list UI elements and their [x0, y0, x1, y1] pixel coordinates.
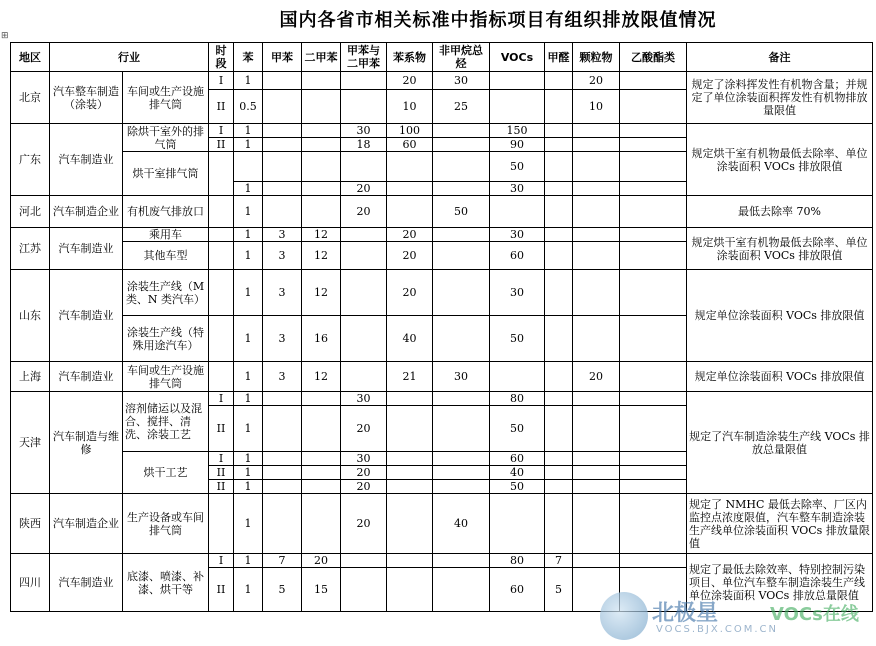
- subindustry-cell: 溶剂储运以及混合、搅拌、清洗、涂装工艺: [123, 392, 209, 452]
- industry-cell: 汽车整车制造（涂装）: [50, 72, 123, 124]
- region-cell: 天津: [11, 392, 50, 494]
- region-cell: 上海: [11, 362, 50, 392]
- header-region: 地区: [11, 43, 50, 72]
- particulate-cell: [573, 392, 620, 406]
- benzene-series-cell: 20: [387, 242, 433, 270]
- benzene-cell: 1: [234, 316, 263, 362]
- benzene-series-cell: [387, 452, 433, 466]
- toluene-cell: [263, 406, 302, 452]
- xylene-cell: 20: [302, 554, 341, 568]
- header-vocs: VOCs: [490, 43, 545, 72]
- formaldehyde-cell: [545, 124, 573, 138]
- toluene-cell: [263, 152, 302, 182]
- industry-cell: 汽车制造与维修: [50, 392, 123, 494]
- industry-cell: 汽车制造企业: [50, 196, 123, 228]
- particulate-cell: [573, 182, 620, 196]
- note-cell: 规定烘干室有机物最低去除率、单位涂装面积 VOCs 排放限值: [687, 124, 873, 196]
- region-cell: 山东: [11, 270, 50, 362]
- table-row: [11, 124, 873, 138]
- header-xylene: 二甲苯: [302, 43, 341, 72]
- watermark-logo-icon: [600, 592, 648, 640]
- benzene-cell: [234, 152, 263, 182]
- nmhc-cell: [433, 124, 490, 138]
- table-row: [11, 228, 873, 242]
- note-cell: 规定了最低去除效率、特别控制污染项目、单位汽车整车制造涂装生产线单位涂装面积 VOCs 排放总量限值: [687, 554, 873, 612]
- acetate-cell: [620, 270, 687, 316]
- xylene-cell: [302, 466, 341, 480]
- acetate-cell: [620, 452, 687, 466]
- benzene-cell: 1: [234, 138, 263, 152]
- toluene-xylene-cell: 30: [341, 124, 387, 138]
- period-cell: [209, 494, 234, 554]
- subindustry-cell: 涂装生产线（M 类、N 类汽车）: [123, 270, 209, 316]
- nmhc-cell: [433, 138, 490, 152]
- toluene-xylene-cell: 20: [341, 182, 387, 196]
- toluene-cell: 3: [263, 316, 302, 362]
- header-nmhc: 非甲烷总烃: [433, 43, 490, 72]
- vocs-cell: 80: [490, 554, 545, 568]
- header-period: 时段: [209, 43, 234, 72]
- xylene-cell: [302, 452, 341, 466]
- vocs-cell: 30: [490, 228, 545, 242]
- xylene-cell: [302, 494, 341, 554]
- benzene-cell: 1: [234, 568, 263, 612]
- toluene-xylene-cell: 20: [341, 406, 387, 452]
- nmhc-cell: [433, 568, 490, 612]
- benzene-cell: 1: [234, 494, 263, 554]
- nmhc-cell: 25: [433, 90, 490, 124]
- benzene-cell: 1: [234, 196, 263, 228]
- period-cell: I: [209, 72, 234, 90]
- particulate-cell: [573, 554, 620, 568]
- subindustry-cell: 除烘干室外的排气筒: [123, 124, 209, 152]
- nmhc-cell: 40: [433, 494, 490, 554]
- header-benzene-series: 苯系物: [387, 43, 433, 72]
- acetate-cell: [620, 196, 687, 228]
- vocs-cell: [490, 494, 545, 554]
- toluene-cell: [263, 72, 302, 90]
- toluene-xylene-cell: 30: [341, 452, 387, 466]
- benzene-cell: 1: [234, 72, 263, 90]
- vocs-cell: 40: [490, 466, 545, 480]
- vocs-cell: 30: [490, 270, 545, 316]
- toluene-xylene-cell: 20: [341, 466, 387, 480]
- subindustry-cell: 有机废气排放口: [123, 196, 209, 228]
- xylene-cell: [302, 72, 341, 90]
- toluene-xylene-cell: [341, 316, 387, 362]
- region-cell: 江苏: [11, 228, 50, 270]
- benzene-cell: 1: [234, 452, 263, 466]
- particulate-cell: [573, 494, 620, 554]
- acetate-cell: [620, 392, 687, 406]
- vocs-cell: [490, 72, 545, 90]
- subindustry-cell: 生产设备或车间排气筒: [123, 494, 209, 554]
- particulate-cell: [573, 138, 620, 152]
- particulate-cell: [573, 406, 620, 452]
- acetate-cell: [620, 406, 687, 452]
- benzene-cell: 1: [234, 270, 263, 316]
- nmhc-cell: [433, 228, 490, 242]
- nmhc-cell: [433, 182, 490, 196]
- subindustry-cell: 底漆、喷漆、补漆、烘干等: [123, 554, 209, 612]
- subindustry-cell: 车间或生产设施排气筒: [123, 72, 209, 124]
- particulate-cell: [573, 316, 620, 362]
- xylene-cell: [302, 196, 341, 228]
- formaldehyde-cell: [545, 466, 573, 480]
- nmhc-cell: [433, 452, 490, 466]
- toluene-cell: [263, 392, 302, 406]
- period-cell: I: [209, 392, 234, 406]
- benzene-cell: 1: [234, 124, 263, 138]
- toluene-cell: 3: [263, 270, 302, 316]
- vocs-cell: [490, 90, 545, 124]
- toluene-xylene-cell: [341, 72, 387, 90]
- toluene-xylene-cell: [341, 90, 387, 124]
- toluene-cell: 3: [263, 242, 302, 270]
- subindustry-cell: 烘干工艺: [123, 452, 209, 494]
- formaldehyde-cell: [545, 270, 573, 316]
- formaldehyde-cell: [545, 494, 573, 554]
- particulate-cell: 10: [573, 90, 620, 124]
- xylene-cell: [302, 480, 341, 494]
- benzene-series-cell: 20: [387, 228, 433, 242]
- toluene-cell: [263, 466, 302, 480]
- toluene-xylene-cell: [341, 362, 387, 392]
- formaldehyde-cell: [545, 452, 573, 466]
- benzene-series-cell: [387, 568, 433, 612]
- table-anchor-icon: ⊞: [1, 31, 9, 41]
- header-note: 备注: [687, 43, 873, 72]
- formaldehyde-cell: [545, 242, 573, 270]
- formaldehyde-cell: [545, 182, 573, 196]
- acetate-cell: [620, 480, 687, 494]
- benzene-series-cell: 20: [387, 270, 433, 316]
- region-cell: 广东: [11, 124, 50, 196]
- industry-cell: 汽车制造业: [50, 228, 123, 270]
- benzene-series-cell: 10: [387, 90, 433, 124]
- acetate-cell: [620, 90, 687, 124]
- period-cell: I: [209, 124, 234, 138]
- table-row: [11, 72, 873, 90]
- nmhc-cell: [433, 466, 490, 480]
- table-row: [11, 554, 873, 568]
- nmhc-cell: 50: [433, 196, 490, 228]
- xylene-cell: [302, 138, 341, 152]
- benzene-series-cell: [387, 196, 433, 228]
- acetate-cell: [620, 316, 687, 362]
- benzene-cell: 1: [234, 228, 263, 242]
- formaldehyde-cell: 7: [545, 554, 573, 568]
- benzene-series-cell: 100: [387, 124, 433, 138]
- xylene-cell: 12: [302, 242, 341, 270]
- period-cell: II: [209, 90, 234, 124]
- industry-cell: 汽车制造企业: [50, 494, 123, 554]
- benzene-series-cell: [387, 406, 433, 452]
- benzene-series-cell: [387, 392, 433, 406]
- toluene-cell: [263, 90, 302, 124]
- benzene-cell: 1: [234, 362, 263, 392]
- period-cell: [209, 152, 234, 196]
- watermark: [600, 592, 870, 642]
- vocs-cell: 150: [490, 124, 545, 138]
- period-cell: [209, 316, 234, 362]
- page-title: 国内各省市相关标准中指标项目有组织排放限值情况: [279, 10, 717, 31]
- vocs-cell: 60: [490, 452, 545, 466]
- nmhc-cell: [433, 554, 490, 568]
- nmhc-cell: [433, 242, 490, 270]
- xylene-cell: [302, 124, 341, 138]
- table-row: [11, 494, 873, 554]
- subindustry-cell: 乘用车: [123, 228, 209, 242]
- xylene-cell: [302, 392, 341, 406]
- nmhc-cell: [433, 270, 490, 316]
- formaldehyde-cell: [545, 392, 573, 406]
- header-benzene: 苯: [234, 43, 263, 72]
- particulate-cell: [573, 466, 620, 480]
- toluene-xylene-cell: [341, 152, 387, 182]
- formaldehyde-cell: 5: [545, 568, 573, 612]
- table-row: [11, 362, 873, 392]
- benzene-cell: 1: [234, 182, 263, 196]
- vocs-cell: 50: [490, 406, 545, 452]
- toluene-cell: 5: [263, 568, 302, 612]
- note-cell: 规定了 NMHC 最低去除率、厂区内监控点浓度限值，汽车整车制造涂装生产线单位涂装面积 VOCs 排放量限值: [687, 494, 873, 554]
- period-cell: II: [209, 480, 234, 494]
- benzene-series-cell: 21: [387, 362, 433, 392]
- industry-cell: 汽车制造业: [50, 362, 123, 392]
- period-cell: I: [209, 452, 234, 466]
- note-cell: 规定了涂料挥发性有机物含量；并规定了单位涂装面积挥发性有机物排放量限值: [687, 72, 873, 124]
- formaldehyde-cell: [545, 72, 573, 90]
- acetate-cell: [620, 124, 687, 138]
- period-cell: [209, 270, 234, 316]
- xylene-cell: [302, 182, 341, 196]
- subindustry-cell: 车间或生产设施排气筒: [123, 362, 209, 392]
- formaldehyde-cell: [545, 406, 573, 452]
- subindustry-cell: 其他车型: [123, 242, 209, 270]
- toluene-cell: 3: [263, 228, 302, 242]
- benzene-cell: 1: [234, 406, 263, 452]
- vocs-cell: 50: [490, 152, 545, 182]
- toluene-xylene-cell: [341, 568, 387, 612]
- region-cell: 河北: [11, 196, 50, 228]
- vocs-cell: [490, 196, 545, 228]
- period-cell: II: [209, 138, 234, 152]
- vocs-cell: 60: [490, 242, 545, 270]
- table-row: [11, 392, 873, 406]
- benzene-series-cell: 40: [387, 316, 433, 362]
- watermark-suffix: VOCs在线: [770, 604, 859, 625]
- formaldehyde-cell: [545, 152, 573, 182]
- benzene-cell: 0.5: [234, 90, 263, 124]
- benzene-series-cell: [387, 480, 433, 494]
- header-particulate: 颗粒物: [573, 43, 620, 72]
- particulate-cell: [573, 452, 620, 466]
- region-cell: 北京: [11, 72, 50, 124]
- nmhc-cell: [433, 152, 490, 182]
- watermark-name: 北极星: [652, 601, 719, 626]
- benzene-cell: 1: [234, 466, 263, 480]
- note-cell: 规定单位涂装面积 VOCs 排放限值: [687, 362, 873, 392]
- nmhc-cell: [433, 392, 490, 406]
- xylene-cell: 16: [302, 316, 341, 362]
- period-cell: [209, 228, 234, 242]
- formaldehyde-cell: [545, 362, 573, 392]
- particulate-cell: [573, 152, 620, 182]
- acetate-cell: [620, 152, 687, 182]
- benzene-series-cell: [387, 182, 433, 196]
- vocs-cell: 60: [490, 568, 545, 612]
- toluene-xylene-cell: [341, 228, 387, 242]
- header-toluene-xylene: 甲苯与二甲苯: [341, 43, 387, 72]
- particulate-cell: [573, 196, 620, 228]
- toluene-xylene-cell: [341, 554, 387, 568]
- toluene-xylene-cell: [341, 242, 387, 270]
- xylene-cell: 12: [302, 228, 341, 242]
- vocs-cell: 80: [490, 392, 545, 406]
- xylene-cell: [302, 152, 341, 182]
- emission-limits-table: [10, 42, 873, 612]
- benzene-series-cell: [387, 494, 433, 554]
- xylene-cell: [302, 90, 341, 124]
- vocs-cell: 90: [490, 138, 545, 152]
- particulate-cell: [573, 270, 620, 316]
- xylene-cell: 12: [302, 362, 341, 392]
- period-cell: [209, 362, 234, 392]
- industry-cell: 汽车制造业: [50, 270, 123, 362]
- subindustry-cell: 涂装生产线（特殊用途汽车）: [123, 316, 209, 362]
- particulate-cell: [573, 124, 620, 138]
- period-cell: II: [209, 406, 234, 452]
- acetate-cell: [620, 228, 687, 242]
- note-cell: 规定了汽车制造涂装生产线 VOCs 排放总量限值: [687, 392, 873, 494]
- period-cell: I: [209, 554, 234, 568]
- toluene-xylene-cell: 30: [341, 392, 387, 406]
- vocs-cell: 50: [490, 480, 545, 494]
- period-cell: [209, 196, 234, 228]
- table-row: [11, 196, 873, 228]
- period-cell: II: [209, 568, 234, 612]
- header-formaldehyde: 甲醛: [545, 43, 573, 72]
- region-cell: 陕西: [11, 494, 50, 554]
- nmhc-cell: [433, 316, 490, 362]
- benzene-cell: 1: [234, 392, 263, 406]
- header-acetate: 乙酸酯类: [620, 43, 687, 72]
- formaldehyde-cell: [545, 196, 573, 228]
- benzene-series-cell: [387, 466, 433, 480]
- toluene-xylene-cell: 20: [341, 494, 387, 554]
- note-cell: 规定烘干室有机物最低去除率、单位涂装面积 VOCs 排放限值: [687, 228, 873, 270]
- toluene-cell: [263, 138, 302, 152]
- vocs-cell: [490, 362, 545, 392]
- benzene-cell: 1: [234, 554, 263, 568]
- formaldehyde-cell: [545, 480, 573, 494]
- benzene-cell: 1: [234, 480, 263, 494]
- formaldehyde-cell: [545, 316, 573, 362]
- formaldehyde-cell: [545, 228, 573, 242]
- note-cell: 规定单位涂装面积 VOCs 排放限值: [687, 270, 873, 362]
- acetate-cell: [620, 242, 687, 270]
- header-industry: 行业: [50, 43, 209, 72]
- period-cell: II: [209, 466, 234, 480]
- particulate-cell: 20: [573, 72, 620, 90]
- industry-cell: 汽车制造业: [50, 124, 123, 196]
- nmhc-cell: [433, 480, 490, 494]
- toluene-cell: 7: [263, 554, 302, 568]
- vocs-cell: 30: [490, 182, 545, 196]
- formaldehyde-cell: [545, 138, 573, 152]
- acetate-cell: [620, 362, 687, 392]
- particulate-cell: 20: [573, 362, 620, 392]
- vocs-cell: 50: [490, 316, 545, 362]
- acetate-cell: [620, 182, 687, 196]
- industry-cell: 汽车制造业: [50, 554, 123, 612]
- header-toluene: 甲苯: [263, 43, 302, 72]
- xylene-cell: [302, 406, 341, 452]
- nmhc-cell: 30: [433, 362, 490, 392]
- acetate-cell: [620, 554, 687, 568]
- toluene-cell: [263, 124, 302, 138]
- note-cell: 最低去除率 70%: [687, 196, 873, 228]
- benzene-cell: 1: [234, 242, 263, 270]
- benzene-series-cell: 60: [387, 138, 433, 152]
- nmhc-cell: 30: [433, 72, 490, 90]
- benzene-series-cell: [387, 554, 433, 568]
- toluene-cell: [263, 452, 302, 466]
- toluene-cell: [263, 494, 302, 554]
- toluene-cell: [263, 196, 302, 228]
- table-row: [11, 270, 873, 316]
- watermark-url: VOCS.BJX.COM.CN: [656, 624, 779, 635]
- particulate-cell: [573, 228, 620, 242]
- acetate-cell: [620, 138, 687, 152]
- toluene-xylene-cell: 20: [341, 480, 387, 494]
- region-cell: 四川: [11, 554, 50, 612]
- benzene-series-cell: 20: [387, 72, 433, 90]
- particulate-cell: [573, 480, 620, 494]
- subindustry-cell: 烘干室排气筒: [123, 152, 209, 196]
- particulate-cell: [573, 242, 620, 270]
- xylene-cell: 12: [302, 270, 341, 316]
- xylene-cell: 15: [302, 568, 341, 612]
- benzene-series-cell: [387, 152, 433, 182]
- formaldehyde-cell: [545, 90, 573, 124]
- toluene-xylene-cell: [341, 270, 387, 316]
- toluene-xylene-cell: 20: [341, 196, 387, 228]
- toluene-xylene-cell: 18: [341, 138, 387, 152]
- acetate-cell: [620, 72, 687, 90]
- toluene-cell: 3: [263, 362, 302, 392]
- header-row: [11, 43, 873, 72]
- acetate-cell: [620, 494, 687, 554]
- toluene-cell: [263, 182, 302, 196]
- toluene-cell: [263, 480, 302, 494]
- acetate-cell: [620, 466, 687, 480]
- period-cell: [209, 242, 234, 270]
- nmhc-cell: [433, 406, 490, 452]
